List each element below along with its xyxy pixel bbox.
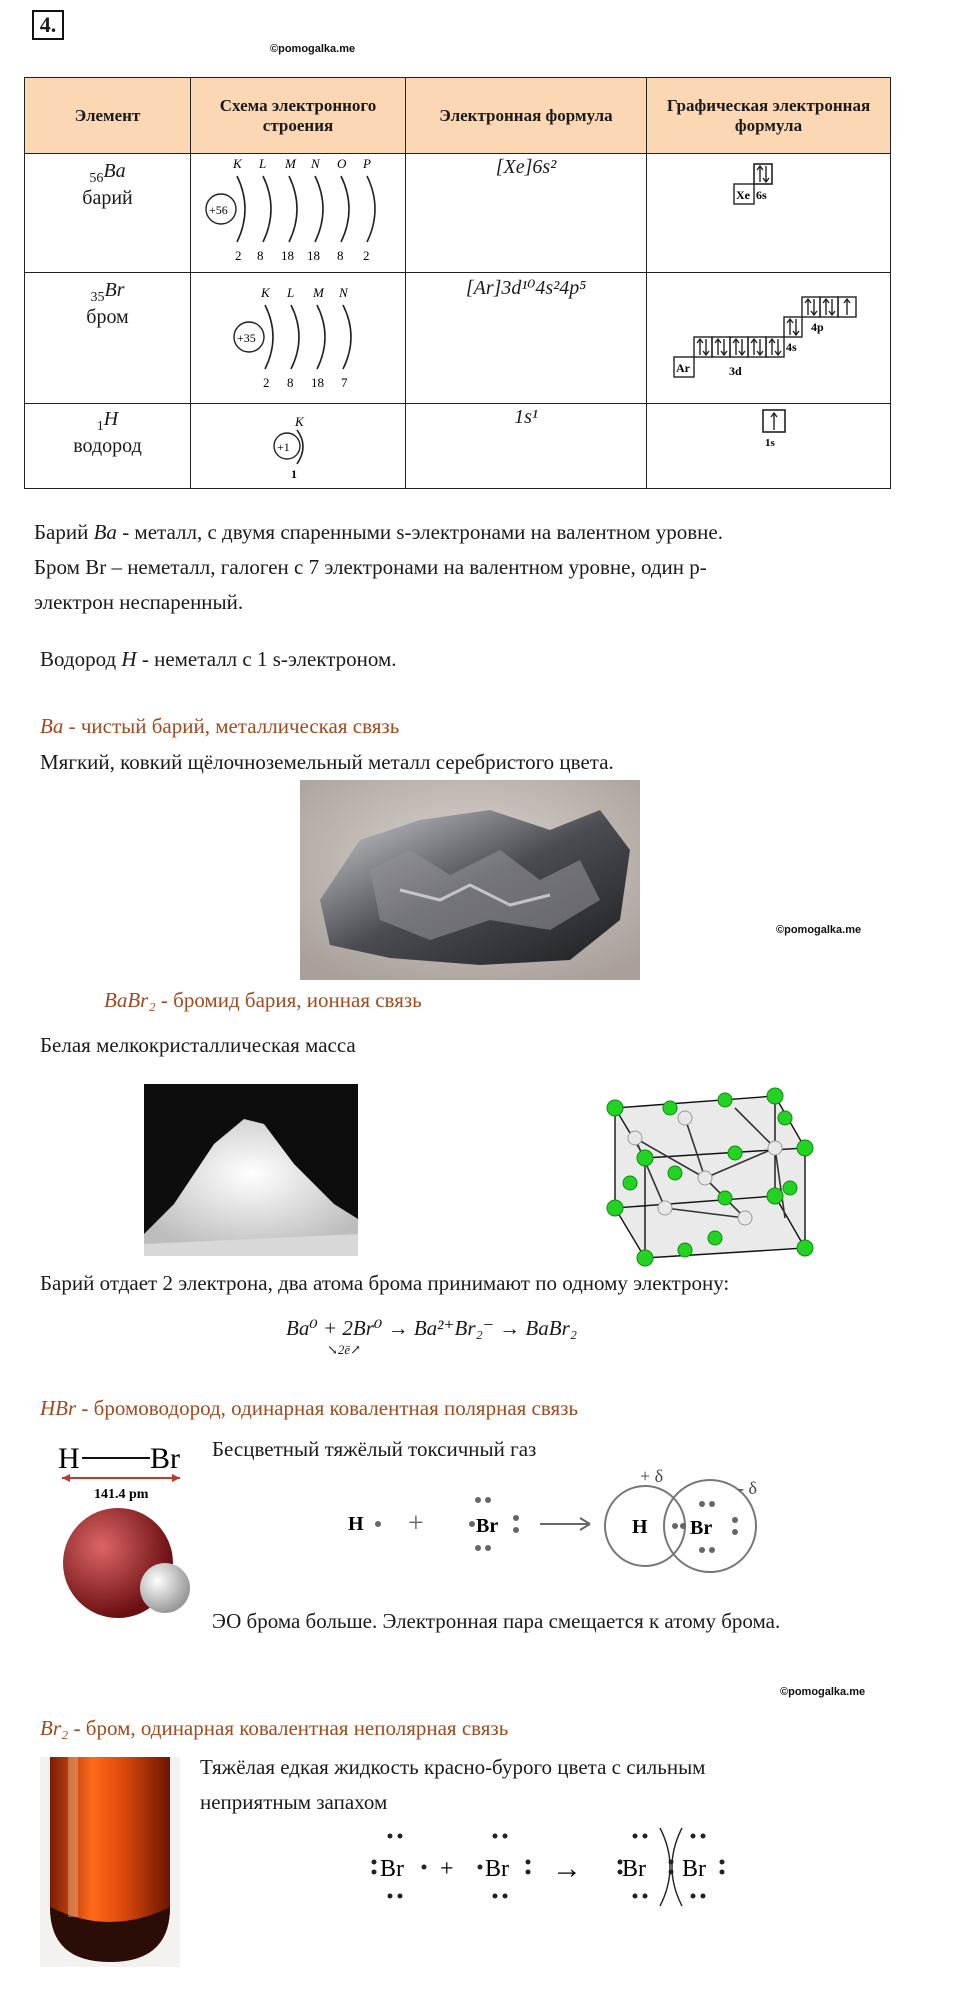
orbital-label: 6s: [755, 188, 767, 202]
watermark: ©pomogalka.me: [780, 1686, 866, 1698]
header-scheme: Схема электронного строения: [191, 78, 406, 154]
shell-label: N: [339, 285, 348, 300]
element-table: [24, 77, 891, 489]
atom-h: H: [632, 1516, 648, 1538]
orbital-label: 4p: [810, 320, 824, 334]
plus-sign: +: [408, 1508, 424, 1539]
atomic-number: 56: [89, 171, 104, 186]
shell-label: P: [363, 156, 371, 171]
shell-label: L: [287, 285, 295, 300]
header-formula: Электронная формула: [406, 78, 647, 154]
shell-label: M: [285, 156, 296, 171]
orbital-label: Ar: [675, 361, 690, 375]
element-cell: [25, 273, 191, 404]
symbol: H: [121, 647, 137, 671]
symbol: BaBr₂: [104, 988, 156, 1012]
formula-cell: [406, 273, 647, 404]
shell-count: 2: [263, 375, 270, 390]
shell-label: K: [233, 156, 242, 171]
hydrogen-orbital-diagram: [649, 404, 889, 482]
bromine-test-tube-photo: [40, 1757, 180, 1967]
hydrogen-description: [40, 642, 900, 677]
br2-bond-formation-diagram: [360, 1820, 740, 1910]
element-cell: [25, 404, 191, 489]
partial-negative: - δ: [738, 1478, 757, 1498]
barium-shell-diagram: [193, 154, 403, 266]
section-title-barium-bromide: [104, 988, 422, 1013]
bromine-description-line2: неприятным запахом: [200, 1790, 388, 1814]
text: - бромид бария, ионная связь: [155, 988, 422, 1012]
atom-br: Br: [380, 1856, 404, 1882]
shell-count: 2: [235, 248, 242, 263]
element-cell: [25, 154, 191, 273]
orbital-label: 3d: [728, 364, 742, 378]
shell-count: 2: [363, 248, 370, 263]
barium-description: [34, 515, 894, 550]
text: Барий: [34, 520, 89, 544]
partial-positive: + δ: [640, 1466, 664, 1486]
electron-transfer-description: Барий отдает 2 электрона, два атома брома принимают по одному электрону:: [40, 1271, 730, 1295]
table-row-barium: [25, 154, 891, 273]
shell-count: 18: [281, 248, 294, 263]
atom-br-label: Br: [150, 1442, 180, 1475]
scheme-cell: [191, 154, 406, 273]
atom-br: Br: [682, 1856, 706, 1882]
barium-metal-description: Мягкий, ковкий щёлочноземельный металл серебристого цвета.: [40, 750, 614, 774]
atom-br: Br: [485, 1856, 509, 1882]
atom-br: Br: [476, 1515, 499, 1537]
symbol: Ba: [93, 520, 117, 544]
text: - металл, с двумя спаренными s-электронами на валентном уровне.: [116, 520, 723, 544]
shell-count: 7: [341, 375, 348, 390]
symbol: HBr: [40, 1396, 77, 1420]
section-title-hydrogen-bromide: [40, 1396, 578, 1421]
electron-transfer-arrow: ↘2ē↗: [327, 1342, 362, 1357]
shell-label: K: [295, 414, 304, 429]
hbr-molecule-model: [50, 1428, 200, 1628]
barium-bromide-description: Белая мелкокристаллическая масса: [40, 1033, 356, 1057]
graphic-cell: [647, 273, 891, 404]
bromine-orbital-diagram: [649, 273, 889, 397]
reaction-arrow: →: [552, 1852, 582, 1885]
section-title-bromine: [40, 1716, 508, 1741]
table-row-hydrogen: [25, 404, 891, 489]
hydrogen-shell-diagram: [193, 404, 403, 482]
nucleus-charge: +56: [209, 203, 228, 217]
shell-count: 1: [291, 467, 297, 481]
shell-count: 8: [257, 248, 264, 263]
atom-h: H: [348, 1513, 364, 1535]
bromine-description-line1: Тяжёлая едкая жидкость красно-бурого цвета с сильным: [200, 1755, 706, 1779]
orbital-label: Xe: [735, 188, 750, 202]
text: - бромоводород, одинарная ковалентная полярная связь: [76, 1396, 579, 1420]
bromine-description-line1: Бром Br – неметалл, галоген с 7 электронами на валентном уровне, один p-: [34, 555, 707, 579]
text: - бром, одинарная ковалентная неполярная связь: [68, 1716, 509, 1740]
element-symbol: H: [103, 408, 119, 430]
plus-sign: +: [440, 1856, 454, 1882]
element-symbol: Ba: [103, 160, 126, 182]
shell-label: K: [261, 285, 270, 300]
text: - неметалл с 1 s-электроном.: [136, 647, 397, 671]
ionic-reaction-equation: Ba⁰ + 2Br⁰ → Ba²⁺Br₂⁻ → BaBr₂: [286, 1316, 578, 1340]
watermark: ©pomogalka.me: [270, 43, 356, 55]
section-title-barium: [40, 714, 399, 739]
symbol: Br₂: [40, 1716, 69, 1740]
shell-label: N: [311, 156, 320, 171]
bromine-description-line2: электрон неспаренный.: [34, 590, 244, 614]
shell-count: 18: [307, 248, 320, 263]
graphic-cell: [647, 404, 891, 489]
electron-formula: [Xe]6s²: [495, 156, 557, 178]
element-name: барий: [82, 187, 133, 209]
graphic-cell: [647, 154, 891, 273]
hbr-electronegativity-note: ЭО брома больше. Электронная пара смещается к атому брома.: [212, 1609, 781, 1633]
shell-count: 8: [337, 248, 344, 263]
atomic-number: 35: [90, 290, 105, 305]
atom-br: Br: [690, 1517, 713, 1539]
hbr-bond-formation-diagram: [340, 1460, 780, 1580]
header-element: Элемент: [25, 78, 191, 154]
scheme-cell: [191, 273, 406, 404]
hbr-description: Бесцветный тяжёлый токсичный газ: [212, 1437, 537, 1461]
electron-formula: [Ar]3d¹⁰4s²4p⁵: [465, 277, 587, 299]
barium-orbital-diagram: [649, 154, 889, 266]
white-powder-photo: [144, 1084, 358, 1256]
table-row-bromine: [25, 273, 891, 404]
symbol: Ba: [40, 714, 64, 738]
watermark: ©pomogalka.me: [776, 924, 862, 936]
element-symbol: Br: [104, 279, 125, 301]
shell-label: M: [313, 285, 324, 300]
nucleus-charge: +1: [277, 440, 290, 454]
nucleus-charge: +35: [237, 331, 256, 345]
header-graphic: Графическая электронная формула: [647, 78, 891, 154]
bond-length: 141.4 pm: [94, 1487, 149, 1502]
barium-metal-photo: [300, 780, 640, 980]
bromine-shell-diagram: [193, 273, 403, 395]
shell-count: 18: [311, 375, 324, 390]
shell-label: L: [259, 156, 267, 171]
atom-br: Br: [622, 1856, 646, 1882]
electron-formula: 1s¹: [514, 406, 538, 428]
scheme-cell: [191, 404, 406, 489]
shell-label: O: [337, 156, 347, 171]
atom-h-label: H: [58, 1442, 80, 1475]
task-number: 4.: [32, 10, 64, 40]
shell-count: 8: [287, 375, 294, 390]
orbital-label: 1s: [764, 437, 775, 449]
text: - чистый барий, металлическая связь: [63, 714, 400, 738]
formula-cell: [406, 404, 647, 489]
atomic-number: 1: [96, 419, 104, 434]
element-name: бром: [86, 306, 129, 328]
orbital-label: 4s: [785, 340, 797, 354]
text: Водород: [40, 647, 117, 671]
formula-cell: [406, 154, 647, 273]
element-name: водород: [73, 435, 142, 457]
crystal-lattice-diagram: [575, 1078, 815, 1268]
